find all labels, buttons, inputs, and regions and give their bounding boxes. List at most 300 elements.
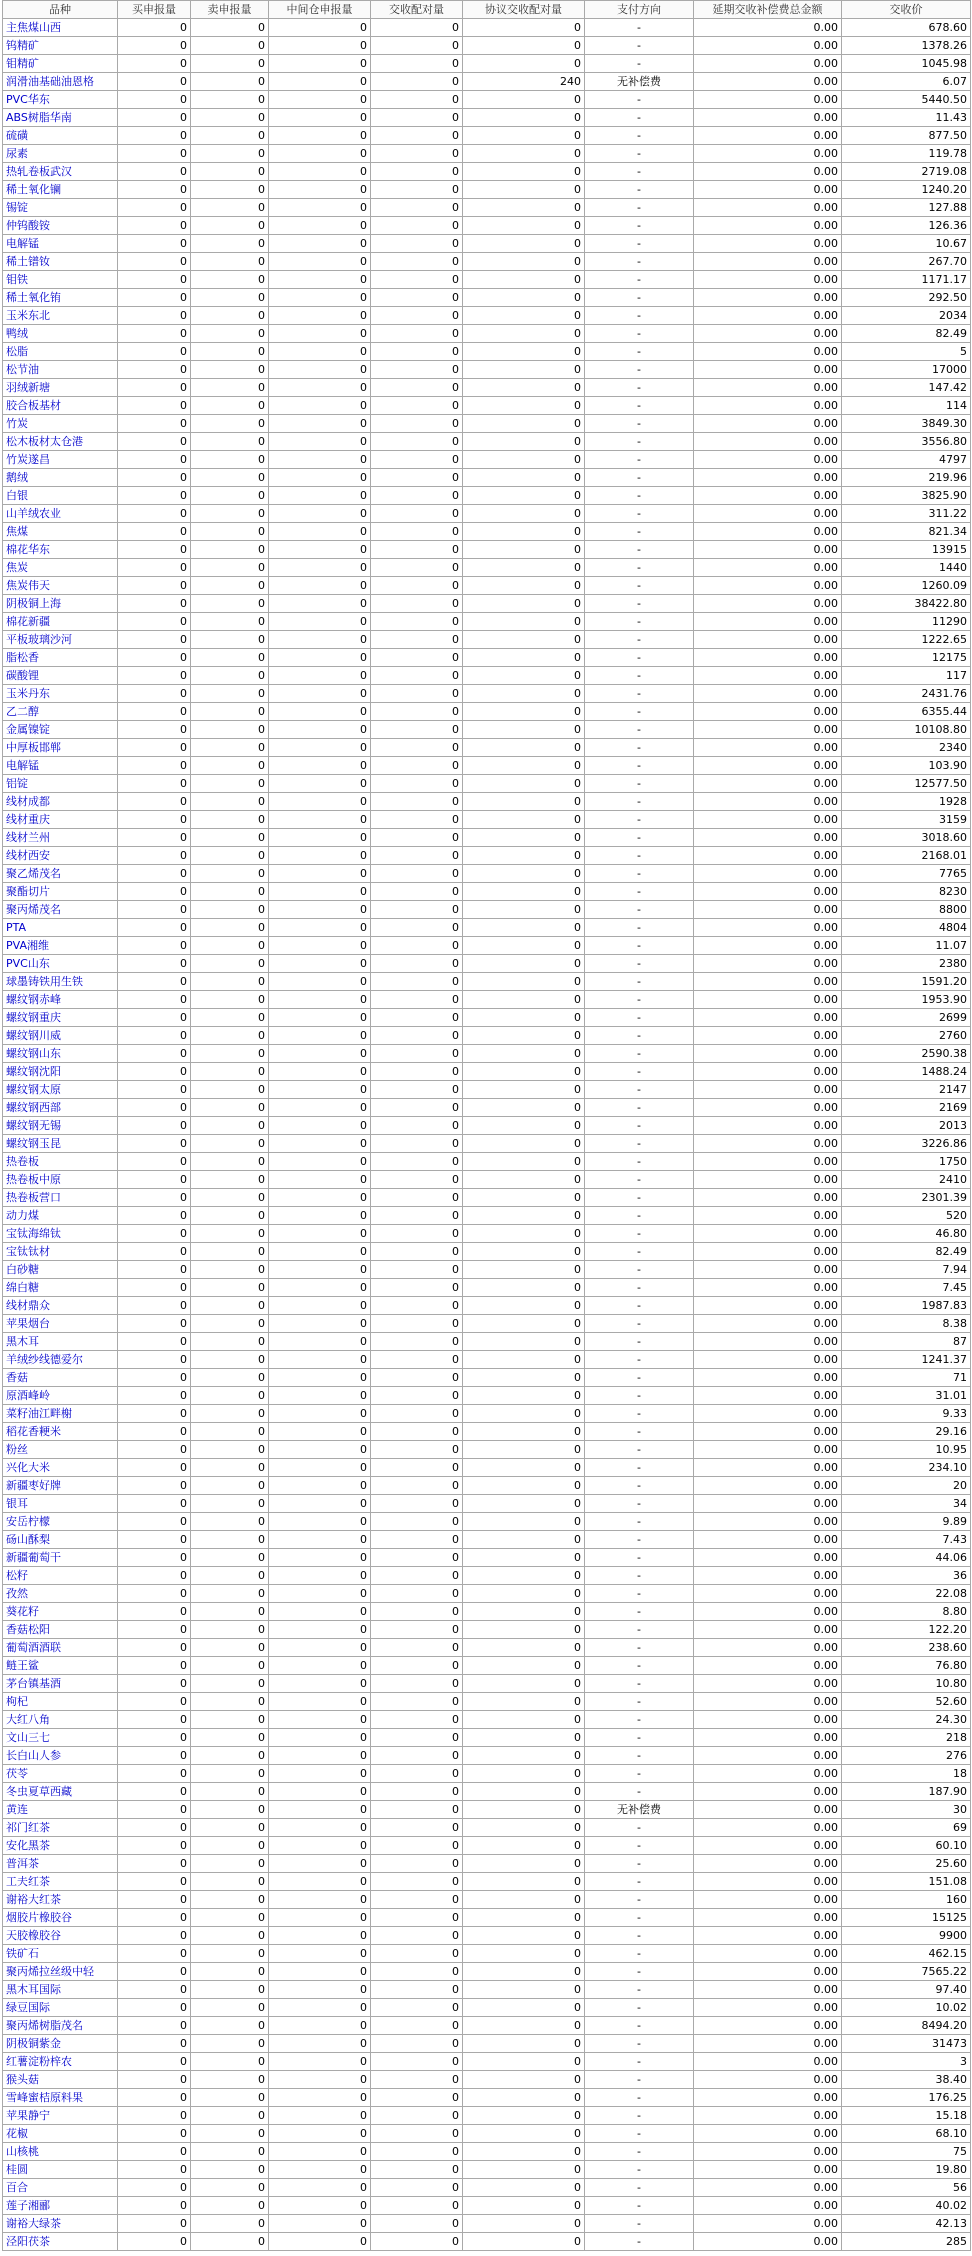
variety-cell[interactable]: 聚乙烯茂名 <box>3 865 118 883</box>
variety-cell[interactable]: 红薯淀粉梓农 <box>3 2053 118 2071</box>
variety-cell[interactable]: 尿素 <box>3 145 118 163</box>
variety-cell[interactable]: 稀土镨钕 <box>3 253 118 271</box>
variety-cell[interactable]: 鹅绒 <box>3 469 118 487</box>
agreement-matched-cell: 0 <box>463 199 585 217</box>
intermediate-declared-cell: 0 <box>269 1243 371 1261</box>
payment-direction-cell: - <box>585 1423 694 1441</box>
buy-declared-cell: 0 <box>118 1027 191 1045</box>
delivery-matched-cell: 0 <box>371 433 463 451</box>
table-row <box>3 1297 971 1315</box>
variety-cell[interactable]: 莲子湘郦 <box>3 2197 118 2215</box>
compensation-total-cell: 0.00 <box>694 1585 842 1603</box>
buy-declared-cell: 0 <box>118 415 191 433</box>
payment-direction-cell: - <box>585 19 694 37</box>
sell-declared-cell: 0 <box>191 217 269 235</box>
variety-cell[interactable]: 兴化大米 <box>3 1459 118 1477</box>
variety-cell[interactable]: 竹炭 <box>3 415 118 433</box>
variety-cell[interactable]: 螺纹钢赤峰 <box>3 991 118 1009</box>
variety-cell[interactable]: 棉花新疆 <box>3 613 118 631</box>
variety-cell[interactable]: 螺纹钢玉昆 <box>3 1135 118 1153</box>
sell-declared-cell: 0 <box>191 883 269 901</box>
payment-direction-cell: - <box>585 199 694 217</box>
table-row <box>3 1819 971 1837</box>
delivery-matched-cell: 0 <box>371 55 463 73</box>
agreement-matched-cell: 0 <box>463 235 585 253</box>
variety-cell[interactable]: 聚酯切片 <box>3 883 118 901</box>
variety-cell[interactable]: 绵白糖 <box>3 1279 118 1297</box>
variety-cell[interactable]: PVC山东 <box>3 955 118 973</box>
delivery-matched-cell: 0 <box>371 1765 463 1783</box>
payment-direction-cell: - <box>585 289 694 307</box>
variety-cell[interactable]: 螺纹钢重庆 <box>3 1009 118 1027</box>
variety-cell[interactable]: 绿豆国际 <box>3 1999 118 2017</box>
intermediate-declared-cell: 0 <box>269 1945 371 1963</box>
variety-cell[interactable]: 大红八角 <box>3 1711 118 1729</box>
delivery-matched-cell: 0 <box>371 487 463 505</box>
intermediate-declared-cell: 0 <box>269 1081 371 1099</box>
payment-direction-cell: - <box>585 235 694 253</box>
variety-cell[interactable]: 螺纹钢西部 <box>3 1099 118 1117</box>
agreement-matched-cell: 0 <box>463 523 585 541</box>
agreement-matched-cell: 0 <box>463 1261 585 1279</box>
variety-cell[interactable]: 孜然 <box>3 1585 118 1603</box>
variety-cell[interactable]: 谢裕大红茶 <box>3 1891 118 1909</box>
compensation-total-cell: 0.00 <box>694 505 842 523</box>
variety-cell[interactable]: 冬虫夏草西藏 <box>3 1783 118 1801</box>
buy-declared-cell: 0 <box>118 2161 191 2179</box>
agreement-matched-cell: 0 <box>463 541 585 559</box>
intermediate-declared-cell: 0 <box>269 37 371 55</box>
agreement-matched-cell: 0 <box>463 1639 585 1657</box>
payment-direction-cell: - <box>585 1891 694 1909</box>
variety-cell[interactable]: 山羊绒农业 <box>3 505 118 523</box>
compensation-total-cell: 0.00 <box>694 1837 842 1855</box>
table-row <box>3 1657 971 1675</box>
payment-direction-cell: - <box>585 487 694 505</box>
variety-cell[interactable]: 猴头菇 <box>3 2071 118 2089</box>
compensation-total-cell: 0.00 <box>694 361 842 379</box>
delivery-price-cell: 5440.50 <box>842 91 971 109</box>
variety-cell[interactable]: ABS树脂华南 <box>3 109 118 127</box>
compensation-total-cell: 0.00 <box>694 2197 842 2215</box>
agreement-matched-cell: 0 <box>463 2035 585 2053</box>
variety-cell[interactable]: 松脂 <box>3 343 118 361</box>
delivery-matched-cell: 0 <box>371 379 463 397</box>
buy-declared-cell: 0 <box>118 955 191 973</box>
table-row <box>3 631 971 649</box>
delivery-price-cell: 44.06 <box>842 1549 971 1567</box>
delivery-matched-cell: 0 <box>371 1981 463 1999</box>
buy-declared-cell: 0 <box>118 883 191 901</box>
variety-cell[interactable]: 苹果烟台 <box>3 1315 118 1333</box>
intermediate-declared-cell: 0 <box>269 1261 371 1279</box>
variety-cell[interactable]: 桂圆 <box>3 2161 118 2179</box>
variety-cell[interactable]: 线材鼎众 <box>3 1297 118 1315</box>
agreement-matched-cell: 0 <box>463 145 585 163</box>
agreement-matched-cell: 0 <box>463 1981 585 1999</box>
agreement-matched-cell: 0 <box>463 361 585 379</box>
intermediate-declared-cell: 0 <box>269 1567 371 1585</box>
delivery-price-cell: 7.94 <box>842 1261 971 1279</box>
sell-declared-cell: 0 <box>191 1441 269 1459</box>
variety-cell[interactable]: 砀山酥梨 <box>3 1531 118 1549</box>
compensation-total-cell: 0.00 <box>694 73 842 91</box>
variety-cell[interactable]: 脂松香 <box>3 649 118 667</box>
agreement-matched-cell: 0 <box>463 1189 585 1207</box>
delivery-matched-cell: 0 <box>371 811 463 829</box>
delivery-price-cell: 126.36 <box>842 217 971 235</box>
variety-cell[interactable]: 热卷板营口 <box>3 1189 118 1207</box>
table-row <box>3 1333 971 1351</box>
delivery-price-cell: 151.08 <box>842 1873 971 1891</box>
intermediate-declared-cell: 0 <box>269 1981 371 1999</box>
variety-cell[interactable]: 雪峰蜜桔原料果 <box>3 2089 118 2107</box>
sell-declared-cell: 0 <box>191 721 269 739</box>
compensation-total-cell: 0.00 <box>694 1261 842 1279</box>
table-row <box>3 1963 971 1981</box>
variety-cell[interactable]: 安岳柠檬 <box>3 1513 118 1531</box>
buy-declared-cell: 0 <box>118 1261 191 1279</box>
variety-cell[interactable]: 枸杞 <box>3 1693 118 1711</box>
delivery-price-cell: 9900 <box>842 1927 971 1945</box>
variety-cell[interactable]: 茅台镇基酒 <box>3 1675 118 1693</box>
variety-cell[interactable]: 竹炭遂昌 <box>3 451 118 469</box>
delivery-price-cell: 3849.30 <box>842 415 971 433</box>
delivery-matched-cell: 0 <box>371 1351 463 1369</box>
sell-declared-cell: 0 <box>191 361 269 379</box>
variety-cell[interactable]: 线材重庆 <box>3 811 118 829</box>
sell-declared-cell: 0 <box>191 595 269 613</box>
delivery-matched-cell: 0 <box>371 145 463 163</box>
variety-cell[interactable]: 金属镍锭 <box>3 721 118 739</box>
sell-declared-cell: 0 <box>191 2197 269 2215</box>
agreement-matched-cell: 0 <box>463 2053 585 2071</box>
agreement-matched-cell: 0 <box>463 1099 585 1117</box>
agreement-matched-cell: 0 <box>463 1765 585 1783</box>
variety-cell[interactable]: 宝钛钛材 <box>3 1243 118 1261</box>
sell-declared-cell: 0 <box>191 1999 269 2017</box>
table-row <box>3 1351 971 1369</box>
sell-declared-cell: 0 <box>191 1135 269 1153</box>
variety-cell[interactable]: 平板玻璃沙河 <box>3 631 118 649</box>
variety-cell[interactable]: 聚丙烯拉丝级中轻 <box>3 1963 118 1981</box>
buy-declared-cell: 0 <box>118 541 191 559</box>
variety-cell[interactable]: 松籽 <box>3 1567 118 1585</box>
sell-declared-cell: 0 <box>191 559 269 577</box>
variety-cell[interactable]: 动力煤 <box>3 1207 118 1225</box>
variety-cell[interactable]: 香菇松阳 <box>3 1621 118 1639</box>
delivery-price-cell: 1171.17 <box>842 271 971 289</box>
variety-cell[interactable]: 百合 <box>3 2179 118 2197</box>
table-row <box>3 91 971 109</box>
variety-cell[interactable]: 热卷板 <box>3 1153 118 1171</box>
intermediate-declared-cell: 0 <box>269 1999 371 2017</box>
table-row <box>3 1639 971 1657</box>
variety-cell[interactable]: 阴极铜上海 <box>3 595 118 613</box>
variety-cell[interactable]: 硫磺 <box>3 127 118 145</box>
buy-declared-cell: 0 <box>118 2197 191 2215</box>
variety-cell[interactable]: 鸭绒 <box>3 325 118 343</box>
delivery-price-cell: 87 <box>842 1333 971 1351</box>
sell-declared-cell: 0 <box>191 1495 269 1513</box>
delivery-matched-cell: 0 <box>371 2071 463 2089</box>
buy-declared-cell: 0 <box>118 1981 191 1999</box>
agreement-matched-cell: 0 <box>463 2107 585 2125</box>
buy-declared-cell: 0 <box>118 1405 191 1423</box>
payment-direction-cell: - <box>585 1045 694 1063</box>
payment-direction-cell: - <box>585 1963 694 1981</box>
variety-cell[interactable]: 苹果静宁 <box>3 2107 118 2125</box>
agreement-matched-cell: 0 <box>463 1891 585 1909</box>
table-row <box>3 1513 971 1531</box>
variety-cell[interactable]: 香菇 <box>3 1369 118 1387</box>
delivery-matched-cell: 0 <box>371 991 463 1009</box>
sell-declared-cell: 0 <box>191 145 269 163</box>
variety-cell[interactable]: 银耳 <box>3 1495 118 1513</box>
payment-direction-cell: - <box>585 757 694 775</box>
sell-declared-cell: 0 <box>191 2215 269 2233</box>
variety-cell[interactable]: 花椒 <box>3 2125 118 2143</box>
compensation-total-cell: 0.00 <box>694 37 842 55</box>
variety-cell[interactable]: 普洱茶 <box>3 1855 118 1873</box>
variety-cell[interactable]: 热轧卷板武汉 <box>3 163 118 181</box>
delivery-price-cell: 8.38 <box>842 1315 971 1333</box>
variety-cell[interactable]: 烟胶片橡胶谷 <box>3 1909 118 1927</box>
intermediate-declared-cell: 0 <box>269 1459 371 1477</box>
variety-cell[interactable]: 电解锰 <box>3 757 118 775</box>
variety-cell[interactable]: 黑木耳国际 <box>3 1981 118 1999</box>
table-row <box>3 1045 971 1063</box>
variety-cell[interactable]: 乙二醇 <box>3 703 118 721</box>
variety-cell[interactable]: 碳酸锂 <box>3 667 118 685</box>
payment-direction-cell: - <box>585 829 694 847</box>
variety-cell[interactable]: 铁矿石 <box>3 1945 118 1963</box>
buy-declared-cell: 0 <box>118 1477 191 1495</box>
delivery-matched-cell: 0 <box>371 847 463 865</box>
agreement-matched-cell: 0 <box>463 1819 585 1837</box>
sell-declared-cell: 0 <box>191 1009 269 1027</box>
payment-direction-cell: - <box>585 2035 694 2053</box>
compensation-total-cell: 0.00 <box>694 631 842 649</box>
delivery-matched-cell: 0 <box>371 757 463 775</box>
variety-cell[interactable]: 长白山人参 <box>3 1747 118 1765</box>
table-row <box>3 361 971 379</box>
col-header-delivery-matched: 交收配对量 <box>371 1 463 19</box>
variety-cell[interactable]: 葡萄酒酒联 <box>3 1639 118 1657</box>
compensation-total-cell: 0.00 <box>694 811 842 829</box>
variety-cell[interactable]: 热卷板中原 <box>3 1171 118 1189</box>
variety-cell[interactable]: 线材西安 <box>3 847 118 865</box>
compensation-total-cell: 0.00 <box>694 199 842 217</box>
variety-cell[interactable]: 原酒峰岭 <box>3 1387 118 1405</box>
variety-cell[interactable]: PVA湘维 <box>3 937 118 955</box>
variety-cell[interactable]: 白银 <box>3 487 118 505</box>
variety-cell[interactable]: 玉米丹东 <box>3 685 118 703</box>
variety-cell[interactable]: 阴极铜紫金 <box>3 2035 118 2053</box>
variety-cell[interactable]: 松木板材太仓港 <box>3 433 118 451</box>
intermediate-declared-cell: 0 <box>269 55 371 73</box>
variety-cell[interactable]: 谢裕大绿茶 <box>3 2215 118 2233</box>
table-row <box>3 1621 971 1639</box>
variety-cell[interactable]: 菜籽油江畔榭 <box>3 1405 118 1423</box>
sell-declared-cell: 0 <box>191 397 269 415</box>
variety-cell[interactable]: 钼铁 <box>3 271 118 289</box>
payment-direction-cell: - <box>585 109 694 127</box>
buy-declared-cell: 0 <box>118 1693 191 1711</box>
variety-cell[interactable]: 焦煤 <box>3 523 118 541</box>
variety-cell[interactable]: 聚丙烯树脂茂名 <box>3 2017 118 2035</box>
intermediate-declared-cell: 0 <box>269 433 371 451</box>
variety-cell[interactable]: 螺纹钢无锡 <box>3 1117 118 1135</box>
intermediate-declared-cell: 0 <box>269 1639 371 1657</box>
payment-direction-cell: - <box>585 1297 694 1315</box>
delivery-matched-cell: 0 <box>371 1801 463 1819</box>
compensation-total-cell: 0.00 <box>694 343 842 361</box>
table-row <box>3 1189 971 1207</box>
variety-cell[interactable]: 葵花籽 <box>3 1603 118 1621</box>
delivery-price-cell: 1045.98 <box>842 55 971 73</box>
compensation-total-cell: 0.00 <box>694 1027 842 1045</box>
variety-cell[interactable]: 安化黑茶 <box>3 1837 118 1855</box>
sell-declared-cell: 0 <box>191 19 269 37</box>
delivery-matched-cell: 0 <box>371 1585 463 1603</box>
variety-cell[interactable]: 螺纹钢山东 <box>3 1045 118 1063</box>
variety-cell[interactable]: 鲢王鲨 <box>3 1657 118 1675</box>
variety-cell[interactable]: 天胶橡胶谷 <box>3 1927 118 1945</box>
agreement-matched-cell: 0 <box>463 1711 585 1729</box>
table-row <box>3 37 971 55</box>
payment-direction-cell: - <box>585 703 694 721</box>
payment-direction-cell: - <box>585 739 694 757</box>
variety-cell[interactable]: PTA <box>3 919 118 937</box>
variety-cell[interactable]: 白砂糖 <box>3 1261 118 1279</box>
compensation-total-cell: 0.00 <box>694 577 842 595</box>
variety-cell[interactable]: 宝钛海绵钛 <box>3 1225 118 1243</box>
variety-cell[interactable]: 粉丝 <box>3 1441 118 1459</box>
agreement-matched-cell: 0 <box>463 1873 585 1891</box>
variety-cell[interactable]: 玉米东北 <box>3 307 118 325</box>
delivery-matched-cell: 0 <box>371 631 463 649</box>
variety-cell[interactable]: 钨精矿 <box>3 37 118 55</box>
compensation-total-cell: 0.00 <box>694 793 842 811</box>
sell-declared-cell: 0 <box>191 199 269 217</box>
variety-cell[interactable]: 黑木耳 <box>3 1333 118 1351</box>
variety-cell[interactable]: 锡锭 <box>3 199 118 217</box>
payment-direction-cell: - <box>585 2107 694 2125</box>
variety-cell[interactable]: 主焦煤山西 <box>3 19 118 37</box>
table-row <box>3 1837 971 1855</box>
payment-direction-cell: - <box>585 1009 694 1027</box>
delivery-price-cell: 2169 <box>842 1099 971 1117</box>
table-row <box>3 829 971 847</box>
delivery-price-cell: 8230 <box>842 883 971 901</box>
buy-declared-cell: 0 <box>118 811 191 829</box>
variety-cell[interactable]: 钼精矿 <box>3 55 118 73</box>
variety-cell[interactable]: 铝锭 <box>3 775 118 793</box>
table-row <box>3 2179 971 2197</box>
sell-declared-cell: 0 <box>191 1297 269 1315</box>
variety-cell[interactable]: 泾阳茯茶 <box>3 2233 118 2251</box>
variety-cell[interactable]: 焦炭伟天 <box>3 577 118 595</box>
variety-cell[interactable]: 新疆枣好牌 <box>3 1477 118 1495</box>
variety-cell[interactable]: 黄连 <box>3 1801 118 1819</box>
payment-direction-cell: - <box>585 451 694 469</box>
buy-declared-cell: 0 <box>118 901 191 919</box>
variety-cell[interactable]: 棉花华东 <box>3 541 118 559</box>
variety-cell[interactable]: 稀土氧化镧 <box>3 181 118 199</box>
buy-declared-cell: 0 <box>118 793 191 811</box>
variety-cell[interactable]: 螺纹钢沈阳 <box>3 1063 118 1081</box>
variety-cell[interactable]: 祁门红茶 <box>3 1819 118 1837</box>
delivery-matched-cell: 0 <box>371 1297 463 1315</box>
intermediate-declared-cell: 0 <box>269 91 371 109</box>
compensation-total-cell: 0.00 <box>694 1747 842 1765</box>
delivery-matched-cell: 0 <box>371 1927 463 1945</box>
variety-cell[interactable]: 螺纹钢太原 <box>3 1081 118 1099</box>
delivery-matched-cell: 0 <box>371 2143 463 2161</box>
variety-cell[interactable]: 螺纹钢川威 <box>3 1027 118 1045</box>
delivery-price-cell: 11290 <box>842 613 971 631</box>
variety-cell[interactable]: 焦炭 <box>3 559 118 577</box>
buy-declared-cell: 0 <box>118 1333 191 1351</box>
delivery-matched-cell: 0 <box>371 1531 463 1549</box>
variety-cell[interactable]: 松节油 <box>3 361 118 379</box>
variety-cell[interactable]: 稻花香粳米 <box>3 1423 118 1441</box>
delivery-price-cell: 97.40 <box>842 1981 971 1999</box>
variety-cell[interactable]: 润滑油基础油恩格 <box>3 73 118 91</box>
variety-cell[interactable]: 文山三七 <box>3 1729 118 1747</box>
payment-direction-cell: - <box>585 1657 694 1675</box>
delivery-matched-cell: 0 <box>371 2215 463 2233</box>
agreement-matched-cell: 0 <box>463 1207 585 1225</box>
sell-declared-cell: 0 <box>191 469 269 487</box>
variety-cell[interactable]: 球墨铸铁用生铁 <box>3 973 118 991</box>
variety-cell[interactable]: 稀土氧化铕 <box>3 289 118 307</box>
buy-declared-cell: 0 <box>118 1225 191 1243</box>
delivery-price-cell: 15125 <box>842 1909 971 1927</box>
variety-cell[interactable]: 聚丙烯茂名 <box>3 901 118 919</box>
variety-cell[interactable]: 茯苓 <box>3 1765 118 1783</box>
intermediate-declared-cell: 0 <box>269 1441 371 1459</box>
compensation-total-cell: 0.00 <box>694 163 842 181</box>
variety-cell[interactable]: 新疆葡萄干 <box>3 1549 118 1567</box>
variety-cell[interactable]: 线材兰州 <box>3 829 118 847</box>
variety-cell[interactable]: 仲钨酸铵 <box>3 217 118 235</box>
intermediate-declared-cell: 0 <box>269 469 371 487</box>
buy-declared-cell: 0 <box>118 865 191 883</box>
table-row <box>3 451 971 469</box>
variety-cell[interactable]: 羊绒纱线德爱尔 <box>3 1351 118 1369</box>
payment-direction-cell: - <box>585 433 694 451</box>
sell-declared-cell: 0 <box>191 1027 269 1045</box>
variety-cell[interactable]: 线材成都 <box>3 793 118 811</box>
table-row <box>3 1243 971 1261</box>
variety-cell[interactable]: 羽绒新塘 <box>3 379 118 397</box>
delivery-price-cell: 38422.80 <box>842 595 971 613</box>
variety-cell[interactable]: 电解锰 <box>3 235 118 253</box>
variety-cell[interactable]: 工夫红茶 <box>3 1873 118 1891</box>
variety-cell[interactable]: 胶合板基材 <box>3 397 118 415</box>
intermediate-declared-cell: 0 <box>269 1819 371 1837</box>
buy-declared-cell: 0 <box>118 1459 191 1477</box>
variety-cell[interactable]: 山核桃 <box>3 2143 118 2161</box>
sell-declared-cell: 0 <box>191 919 269 937</box>
variety-cell[interactable]: PVC华东 <box>3 91 118 109</box>
compensation-total-cell: 0.00 <box>694 181 842 199</box>
delivery-price-cell: 7.43 <box>842 1531 971 1549</box>
variety-cell[interactable]: 中厚板邯郸 <box>3 739 118 757</box>
intermediate-declared-cell: 0 <box>269 127 371 145</box>
